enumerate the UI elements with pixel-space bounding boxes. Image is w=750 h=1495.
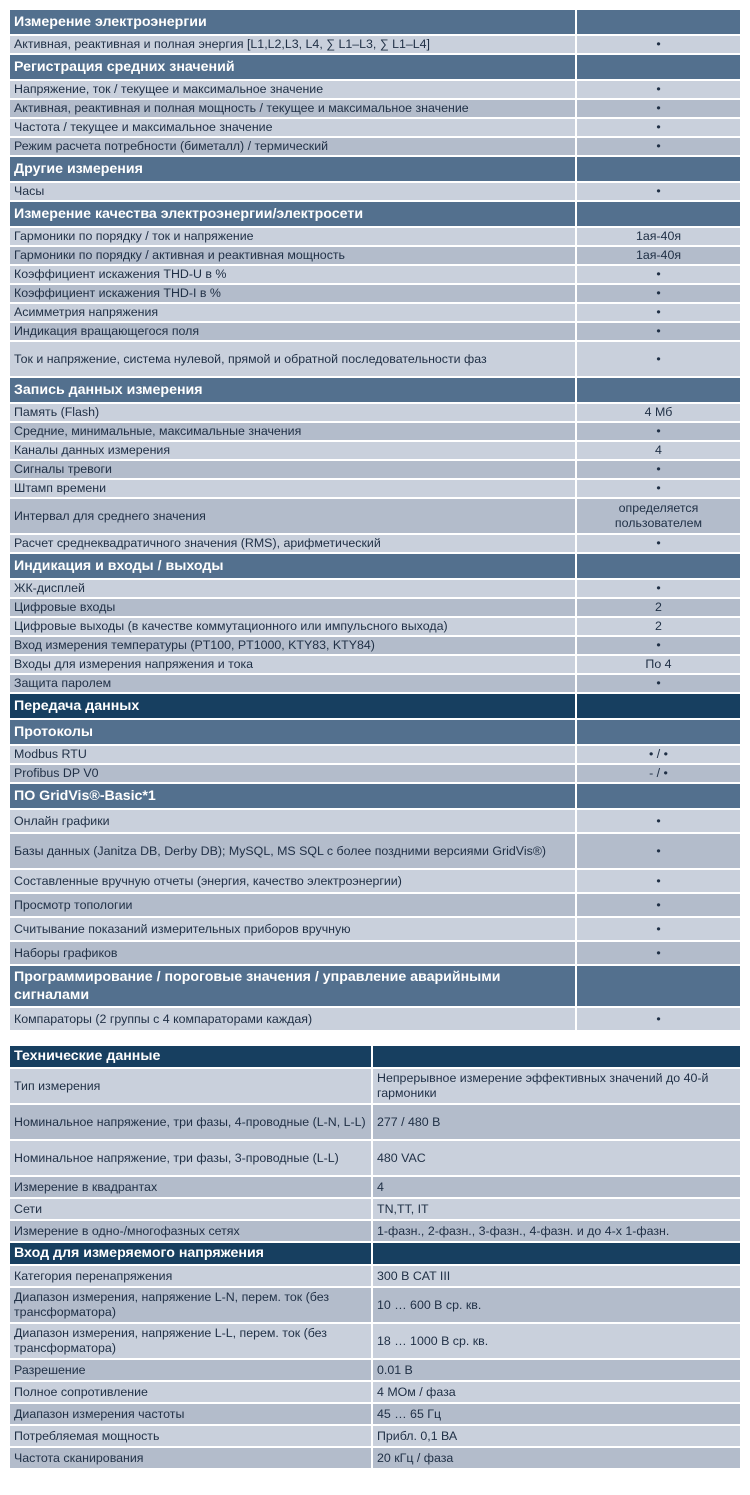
row-label: Диапазон измерения, напряжение L-L, перем. ток (без трансформатора): [10, 1323, 372, 1359]
section-header-empty-cell: [576, 783, 740, 809]
row-value: 1ая-40я: [576, 246, 740, 265]
row-value: •: [576, 809, 740, 833]
section-header-empty-cell: [576, 201, 740, 227]
table-row: [10, 441, 740, 460]
section-header: [10, 10, 740, 35]
row-value: •: [576, 636, 740, 655]
row-value: 4 Мб: [576, 403, 740, 422]
row-label: Диапазон измерения, напряжение L-N, перем. ток (без трансформатора): [10, 1287, 372, 1323]
row-value: 1ая-40я: [576, 227, 740, 246]
table-row: [10, 1220, 740, 1242]
row-label: Измерение в одно-/многофазных сетях: [10, 1220, 372, 1242]
row-label: Защита паролем: [10, 674, 576, 693]
row-value: 2: [576, 617, 740, 636]
row-value: 4 МОм / фаза: [372, 1381, 740, 1403]
row-value: •: [576, 1007, 740, 1031]
table-row: [10, 534, 740, 553]
table-row: [10, 479, 740, 498]
table-row: [10, 227, 740, 246]
table-row: [10, 1287, 740, 1323]
row-label: Память (Flash): [10, 403, 576, 422]
row-label: Входы для измерения напряжения и тока: [10, 655, 576, 674]
table-row: [10, 869, 740, 893]
row-value: 18 … 1000 В ср. кв.: [372, 1323, 740, 1359]
row-value: •: [576, 579, 740, 598]
section-header: [10, 719, 740, 745]
row-value: •: [576, 534, 740, 553]
row-value: - / •: [576, 764, 740, 783]
row-label: Частота / текущее и максимальное значение: [10, 118, 576, 137]
row-value: •: [576, 182, 740, 201]
row-value: 4: [372, 1176, 740, 1198]
row-label: Частота сканирования: [10, 1447, 372, 1469]
row-label: Штамп времени: [10, 479, 576, 498]
table-row: [10, 598, 740, 617]
table-row: [10, 617, 740, 636]
row-value: 45 … 65 Гц: [372, 1403, 740, 1425]
table-row: [10, 809, 740, 833]
section-title: Программирование / пороговые значения / управление аварийными сигналами: [10, 965, 576, 1007]
table-row: [10, 1447, 740, 1469]
table-row: [10, 674, 740, 693]
row-value: •: [576, 137, 740, 156]
row-label: Категория перенапряжения: [10, 1265, 372, 1287]
table-row: [10, 1068, 740, 1104]
table-row: [10, 80, 740, 99]
section-title: Измерение электроэнергии: [10, 10, 576, 35]
row-label: Средние, минимальные, максимальные значения: [10, 422, 576, 441]
row-value: •: [576, 833, 740, 869]
section-header: [10, 377, 740, 403]
row-label: Номинальное напряжение, три фазы, 4-проводные (L-N, L-L): [10, 1104, 372, 1140]
section-title: Измерение качества электроэнергии/электросети: [10, 201, 576, 227]
section-title: Регистрация средних значений: [10, 54, 576, 80]
row-label: Полное сопротивление: [10, 1381, 372, 1403]
table-row: [10, 322, 740, 341]
row-value: TN,TT, IT: [372, 1198, 740, 1220]
main-section-header: [10, 1242, 740, 1265]
row-value: •: [576, 35, 740, 54]
main-section-header: [10, 1046, 740, 1068]
row-label: Индикация вращающегося поля: [10, 322, 576, 341]
row-value: 2: [576, 598, 740, 617]
row-value: 4: [576, 441, 740, 460]
row-value: • / •: [576, 745, 740, 764]
section-header: [10, 156, 740, 182]
row-label: Цифровые входы: [10, 598, 576, 617]
table-row: [10, 1359, 740, 1381]
row-value: •: [576, 941, 740, 965]
table-row: [10, 941, 740, 965]
row-value: •: [576, 99, 740, 118]
row-value: 480 VAC: [372, 1140, 740, 1176]
row-value: •: [576, 893, 740, 917]
row-value: •: [576, 322, 740, 341]
row-value: По 4: [576, 655, 740, 674]
section-title: Технические данные: [10, 1046, 372, 1068]
table-row: [10, 35, 740, 54]
section-header-empty-cell: [576, 156, 740, 182]
row-value: •: [576, 869, 740, 893]
features-table: [10, 10, 740, 1032]
row-label: Базы данных (Janitza DB, Derby DB); MySQL, MS SQL с более поздними версиями GridVis®): [10, 833, 576, 869]
section-header-empty-cell: [576, 719, 740, 745]
table-row: [10, 303, 740, 322]
table-row: [10, 917, 740, 941]
table-row: [10, 284, 740, 303]
row-value: определяется пользователем: [576, 498, 740, 534]
table-row: [10, 655, 740, 674]
table-row: [10, 745, 740, 764]
section-header: [10, 54, 740, 80]
section-title: Вход для измеряемого напряжения: [10, 1242, 372, 1265]
section-header-empty-cell: [372, 1046, 740, 1068]
table-row: [10, 1403, 740, 1425]
row-label: Наборы графиков: [10, 941, 576, 965]
row-label: Разрешение: [10, 1359, 372, 1381]
table-row: [10, 137, 740, 156]
row-value: 1-фазн., 2-фазн., 3-фазн., 4-фазн. и до 4-х 1-фазн.: [372, 1220, 740, 1242]
row-label: Компараторы (2 группы с 4 компараторами каждая): [10, 1007, 576, 1031]
table-row: [10, 1381, 740, 1403]
section-title: Индикация и входы / выходы: [10, 553, 576, 579]
row-label: Коэффициент искажения THD-U в %: [10, 265, 576, 284]
row-label: Сети: [10, 1198, 372, 1220]
row-label: Потребляемая мощность: [10, 1425, 372, 1447]
table-row: [10, 341, 740, 377]
row-value: •: [576, 265, 740, 284]
row-label: Номинальное напряжение, три фазы, 3-проводные (L-L): [10, 1140, 372, 1176]
row-label: Активная, реактивная и полная энергия [L1,L2,L3, L4, ∑ L1–L3, ∑ L1–L4]: [10, 35, 576, 54]
row-value: 20 кГц / фаза: [372, 1447, 740, 1469]
table-row: [10, 460, 740, 479]
row-label: Часы: [10, 182, 576, 201]
features-table-body: [10, 10, 740, 1031]
section-header: [10, 965, 740, 1007]
row-label: Измерение в квадрантах: [10, 1176, 372, 1198]
row-value: •: [576, 479, 740, 498]
section-header-empty-cell: [576, 553, 740, 579]
row-value: •: [576, 917, 740, 941]
technical-data-table: [10, 1046, 740, 1470]
row-label: Тип измерения: [10, 1068, 372, 1104]
row-label: Цифровые выходы (в качестве коммутационного или импульсного выхода): [10, 617, 576, 636]
table-row: [10, 833, 740, 869]
row-label: ЖК-дисплей: [10, 579, 576, 598]
row-value: •: [576, 341, 740, 377]
row-value: 277 / 480 В: [372, 1104, 740, 1140]
section-header: [10, 783, 740, 809]
section-header-empty-cell: [576, 54, 740, 80]
section-header: [10, 553, 740, 579]
row-value: •: [576, 80, 740, 99]
table-row: [10, 636, 740, 655]
section-title: Другие измерения: [10, 156, 576, 182]
row-label: Асимметрия напряжения: [10, 303, 576, 322]
table-row: [10, 182, 740, 201]
row-label: Расчет среднеквадратичного значения (RMS), арифметический: [10, 534, 576, 553]
section-header-empty-cell: [576, 965, 740, 1007]
table-row: [10, 1265, 740, 1287]
table-row: [10, 403, 740, 422]
row-label: Ток и напряжение, система нулевой, прямой и обратной последовательности фаз: [10, 341, 576, 377]
row-label: Напряжение, ток / текущее и максимальное значение: [10, 80, 576, 99]
section-header-empty-cell: [576, 377, 740, 403]
table-row: [10, 498, 740, 534]
section-title: Протоколы: [10, 719, 576, 745]
row-label: Modbus RTU: [10, 745, 576, 764]
table-row: [10, 1198, 740, 1220]
row-label: Коэффициент искажения THD-I в %: [10, 284, 576, 303]
row-value: Прибл. 0,1 ВА: [372, 1425, 740, 1447]
table-row: [10, 764, 740, 783]
row-value: •: [576, 674, 740, 693]
section-header-empty-cell: [576, 10, 740, 35]
row-value: 10 … 600 В ср. кв.: [372, 1287, 740, 1323]
row-label: Вход измерения температуры (PT100, PT1000, KTY83, KTY84): [10, 636, 576, 655]
row-label: Интервал для среднего значения: [10, 498, 576, 534]
main-section-header: [10, 693, 740, 719]
row-value: 0.01 В: [372, 1359, 740, 1381]
table-row: [10, 265, 740, 284]
row-value: 300 В CAT III: [372, 1265, 740, 1287]
table-row: [10, 118, 740, 137]
row-value: •: [576, 284, 740, 303]
row-value: Непрерывное измерение эффективных значений до 40-й гармоники: [372, 1068, 740, 1104]
row-value: •: [576, 422, 740, 441]
row-label: Активная, реактивная и полная мощность / текущее и максимальное значение: [10, 99, 576, 118]
row-label: Считывание показаний измерительных приборов вручную: [10, 917, 576, 941]
technical-data-table-body: [10, 1046, 740, 1469]
row-label: Онлайн графики: [10, 809, 576, 833]
table-row: [10, 1323, 740, 1359]
table-row: [10, 422, 740, 441]
row-value: •: [576, 460, 740, 479]
table-row: [10, 1140, 740, 1176]
row-label: Составленные вручную отчеты (энергия, качество электроэнергии): [10, 869, 576, 893]
row-label: Гармоники по порядку / ток и напряжение: [10, 227, 576, 246]
section-header-empty-cell: [576, 693, 740, 719]
table-row: [10, 1425, 740, 1447]
section-title: Запись данных измерения: [10, 377, 576, 403]
section-header-empty-cell: [372, 1242, 740, 1265]
table-row: [10, 579, 740, 598]
table-row: [10, 99, 740, 118]
row-label: Диапазон измерения частоты: [10, 1403, 372, 1425]
row-value: •: [576, 303, 740, 322]
table-row: [10, 1007, 740, 1031]
table-row: [10, 1104, 740, 1140]
section-header: [10, 201, 740, 227]
section-title: Передача данных: [10, 693, 576, 719]
table-row: [10, 246, 740, 265]
table-row: [10, 893, 740, 917]
table-row: [10, 1176, 740, 1198]
row-value: •: [576, 118, 740, 137]
section-title: ПО GridVis®-Basic*1: [10, 783, 576, 809]
row-label: Сигналы тревоги: [10, 460, 576, 479]
row-label: Каналы данных измерения: [10, 441, 576, 460]
row-label: Режим расчета потребности (биметалл) / термический: [10, 137, 576, 156]
row-label: Profibus DP V0: [10, 764, 576, 783]
row-label: Гармоники по порядку / активная и реактивная мощность: [10, 246, 576, 265]
row-label: Просмотр топологии: [10, 893, 576, 917]
